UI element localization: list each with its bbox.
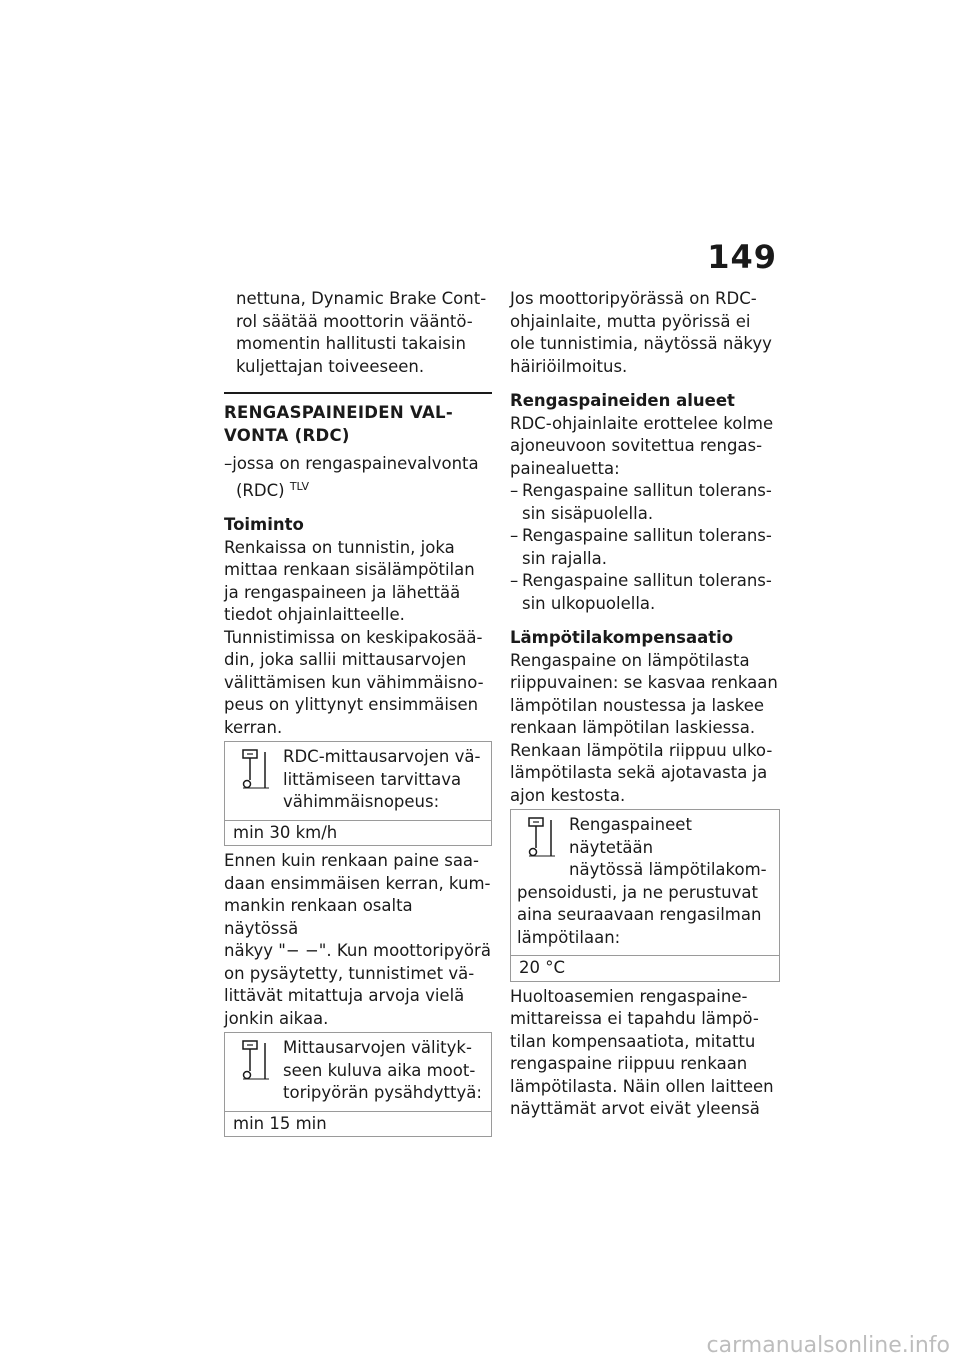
text-line: Jos moottoripyörässä on RDC- <box>510 289 757 308</box>
text-line: lämpötilan noustessa ja laskee <box>510 695 765 715</box>
text-line: kuljettajan toiveeseen. <box>236 356 425 376</box>
text-line: nettuna, Dynamic Brake Cont- <box>236 289 487 308</box>
left-column <box>224 288 492 1141</box>
text-line: Rengaspaine sallitun tolerans- <box>522 481 772 500</box>
dash-marker: – <box>510 571 519 590</box>
info-box-transmit-time <box>224 1032 492 1137</box>
text-line: ajon kestosta. <box>510 785 626 805</box>
text-line: rengaspaine riippuu renkaan <box>510 1054 748 1073</box>
box-line: littämiseen tarvittava <box>283 769 462 789</box>
text-line: renkaan lämpötilan laskiessa. <box>510 718 756 737</box>
list-item <box>510 480 780 525</box>
text-line: näkyy "− −". Kun moottoripyörä <box>224 941 491 960</box>
intro-paragraph <box>224 288 492 378</box>
text-line: daan ensimmäisen kerran, kum- <box>224 873 491 893</box>
text-line: lämpötilasta. Näin ollen laitteen <box>510 1076 774 1096</box>
info-box-reference-temperature <box>510 809 780 982</box>
equipment-line: (RDC) <box>236 480 285 500</box>
subheading-temperature-compensation: Lämpötilakompensaatio <box>510 628 734 647</box>
box-line: Mittausarvojen välityk- <box>283 1038 472 1057</box>
list-item <box>510 525 780 570</box>
text-line: sin ulkopuolella. <box>522 593 656 613</box>
equipment-line: –jossa on rengaspainevalvonta <box>224 454 479 473</box>
text-line: näyttämät arvot eivät yleensä <box>510 1099 760 1118</box>
text-line: ole tunnistimia, näytössä näkyy <box>510 334 772 353</box>
text-line: tiedot ohjainlaitteelle. <box>224 605 405 624</box>
text-line: Rengaspaine sallitun tolerans- <box>522 571 772 590</box>
text-line: tilan kompensaatiota, mitattu <box>510 1031 756 1051</box>
page-number: 149 <box>707 238 777 276</box>
text-line: Ennen kuin renkaan paine saa- <box>224 851 480 870</box>
equipment-code: TLV <box>289 479 309 493</box>
right-column <box>510 288 780 1121</box>
box-line: pensoidusti, ja ne perustuvat <box>517 882 758 902</box>
function-paragraph <box>224 537 492 740</box>
dash-marker: – <box>510 526 519 545</box>
text-line: mittaa renkaan sisälämpötilan <box>224 560 475 579</box>
heading-line: RENGASPAINEIDEN VAL- <box>224 403 453 422</box>
text-line: Renkaan lämpötila riippuu ulko- <box>510 740 773 760</box>
subheading-pressure-ranges: Rengaspaineiden alueet <box>510 391 735 410</box>
text-line: rol säätää moottorin vääntö- <box>236 311 473 331</box>
text-line: momentin hallitusti takaisin <box>236 334 466 353</box>
box-line: RDC-mittausarvojen vä- <box>283 747 481 766</box>
text-line: kerran. <box>224 717 283 737</box>
subheading-function: Toiminto <box>224 515 304 534</box>
box-line: aina seuraavaan rengasilman <box>517 905 762 924</box>
text-line: littävät mitattuja arvoja vielä <box>224 986 465 1005</box>
text-line: din, joka sallii mittausarvojen <box>224 650 467 669</box>
text-line: Rengaspaine sallitun tolerans- <box>522 526 772 545</box>
text-line: ja rengaspaineen ja lähettää <box>224 582 461 602</box>
box-line: toripyörän pysähdyttyä: <box>283 1083 482 1102</box>
box-value: 20 °C <box>511 955 779 981</box>
tire-valve-icon <box>525 816 559 860</box>
tire-valve-icon <box>239 1039 273 1083</box>
box-line: vähimmäisnopeus: <box>283 792 440 811</box>
text-line: Huoltoasemien rengaspaine- <box>510 986 748 1006</box>
text-line: RDC-ohjainlaite erottelee kolme <box>510 413 774 433</box>
text-line: riippuvainen: se kasvaa renkaan <box>510 673 778 692</box>
service-station-paragraph <box>510 986 780 1121</box>
text-line: on pysäytetty, tunnistimet vä- <box>224 963 475 983</box>
text-line: painealuetta: <box>510 458 620 478</box>
list-item <box>510 570 780 615</box>
box-value: min 15 min <box>225 1111 491 1137</box>
temperature-paragraph <box>510 650 780 808</box>
dash-marker: – <box>510 481 519 500</box>
info-box-min-speed <box>224 741 492 846</box>
box-value: min 30 km/h <box>225 820 491 846</box>
initial-pressure-paragraph <box>224 850 492 1030</box>
text-line: välittämisen kun vähimmäisno- <box>224 672 484 692</box>
text-line: ajoneuvoon sovitettua rengas- <box>510 436 763 455</box>
text-line: Rengaspaine on lämpötilasta <box>510 650 750 670</box>
text-line: jonkin aikaa. <box>224 1008 329 1028</box>
text-line: mankin renkaan osalta näytössä <box>224 896 413 938</box>
text-line: peus on ylittynyt ensimmäisen <box>224 695 479 714</box>
box-line: seen kuluva aika moot- <box>283 1060 476 1080</box>
tire-valve-icon <box>239 748 273 792</box>
section-heading <box>224 392 492 447</box>
text-line: sin sisäpuolella. <box>522 503 654 523</box>
no-sensor-paragraph <box>510 288 780 378</box>
text-line: mittareissa ei tapahdu lämpö- <box>510 1009 759 1028</box>
box-line: lämpötilaan: <box>517 927 621 947</box>
text-line: ohjainlaite, mutta pyörissä ei <box>510 311 751 331</box>
text-line: Renkaissa on tunnistin, joka <box>224 537 455 557</box>
text-line: lämpötilasta sekä ajotavasta ja <box>510 763 768 782</box>
ranges-paragraph <box>510 413 780 481</box>
heading-line: VONTA (RDC) <box>224 425 350 445</box>
box-line: näytössä lämpötilakom- <box>569 860 767 879</box>
text-line: Tunnistimissa on keskipakosää- <box>224 627 483 647</box>
text-line: sin rajalla. <box>522 548 607 568</box>
text-line: häiriöilmoitus. <box>510 356 628 376</box>
equipment-note <box>224 453 492 502</box>
box-line: Rengaspaineet näytetään <box>569 815 692 857</box>
watermark-link[interactable]: carmanualsonline.info <box>706 1333 950 1358</box>
